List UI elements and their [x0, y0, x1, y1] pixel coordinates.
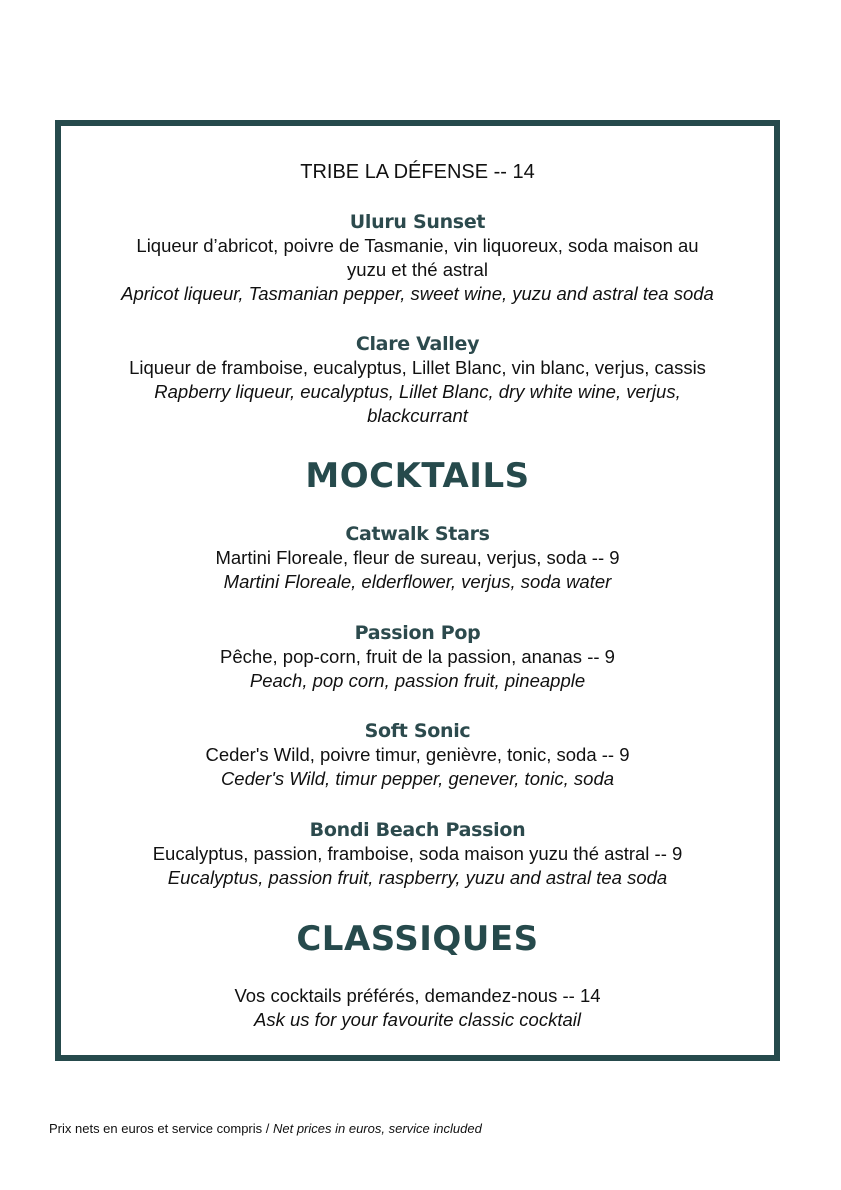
- footer-note-en: Net prices in euros, service included: [272, 1121, 482, 1136]
- drink-description-fr: yuzu et thé astral: [347, 259, 488, 280]
- drink-description-fr: Eucalyptus, passion, framboise, soda maison yuzu thé astral -- 9: [152, 843, 683, 864]
- mocktail-passion-pop: [61, 621, 774, 693]
- section-title-classiques: CLASSIQUES: [296, 919, 539, 959]
- mocktail-soft-sonic: [61, 719, 774, 791]
- drink-description-en: Ceder's Wild, timur pepper, genever, tonic, soda: [220, 768, 615, 789]
- footer-note: [49, 1120, 482, 1138]
- mocktail-catwalk-stars: [61, 522, 774, 594]
- drink-name: Passion Pop: [354, 622, 481, 644]
- drink-description-en: Eucalyptus, passion fruit, raspberry, yuzu and astral tea soda: [167, 867, 668, 888]
- section-title-mocktails: MOCKTAILS: [305, 456, 530, 496]
- cocktail-clare-valley: [61, 332, 774, 428]
- footer-separator: /: [262, 1121, 273, 1136]
- drink-description-fr: Liqueur d’abricot, poivre de Tasmanie, vin liquoreux, soda maison au: [136, 235, 699, 256]
- drink-name: Soft Sonic: [364, 720, 471, 742]
- menu-frame: [55, 120, 780, 1061]
- drink-description-en: Ask us for your favourite classic cocktail: [254, 1009, 581, 1030]
- page-title: TRIBE LA DÉFENSE -- 14: [300, 161, 535, 183]
- footer-note-fr: Prix nets en euros et service compris: [49, 1121, 263, 1136]
- cocktail-uluru-sunset: [61, 210, 774, 306]
- drink-description-fr: Ceder's Wild, poivre timur, genièvre, tonic, soda -- 9: [205, 744, 630, 765]
- drink-description-en: Apricot liqueur, Tasmanian pepper, sweet wine, yuzu and astral tea soda: [121, 283, 714, 304]
- drink-description-en: blackcurrant: [367, 405, 468, 426]
- drink-description-fr: Pêche, pop-corn, fruit de la passion, ananas -- 9: [220, 646, 615, 667]
- drink-description-en: Rapberry liqueur, eucalyptus, Lillet Blanc, dry white wine, verjus,: [154, 381, 681, 402]
- drink-name: Uluru Sunset: [349, 211, 486, 233]
- drink-description-fr: Vos cocktails préférés, demandez-nous -- 14: [234, 985, 601, 1006]
- drink-description-en: Martini Floreale, elderflower, verjus, soda water: [223, 571, 612, 592]
- drink-name: Catwalk Stars: [345, 523, 490, 545]
- drink-name: Clare Valley: [355, 333, 480, 355]
- classiques-description: [61, 984, 774, 1032]
- drink-name: Bondi Beach Passion: [309, 819, 526, 841]
- drink-description-en: Peach, pop corn, passion fruit, pineapple: [249, 670, 586, 691]
- drink-description-fr: Martini Floreale, fleur de sureau, verjus, soda -- 9: [215, 547, 620, 568]
- mocktail-bondi-beach-passion: [61, 818, 774, 890]
- drink-description-fr: Liqueur de framboise, eucalyptus, Lillet Blanc, vin blanc, verjus, cassis: [129, 357, 706, 378]
